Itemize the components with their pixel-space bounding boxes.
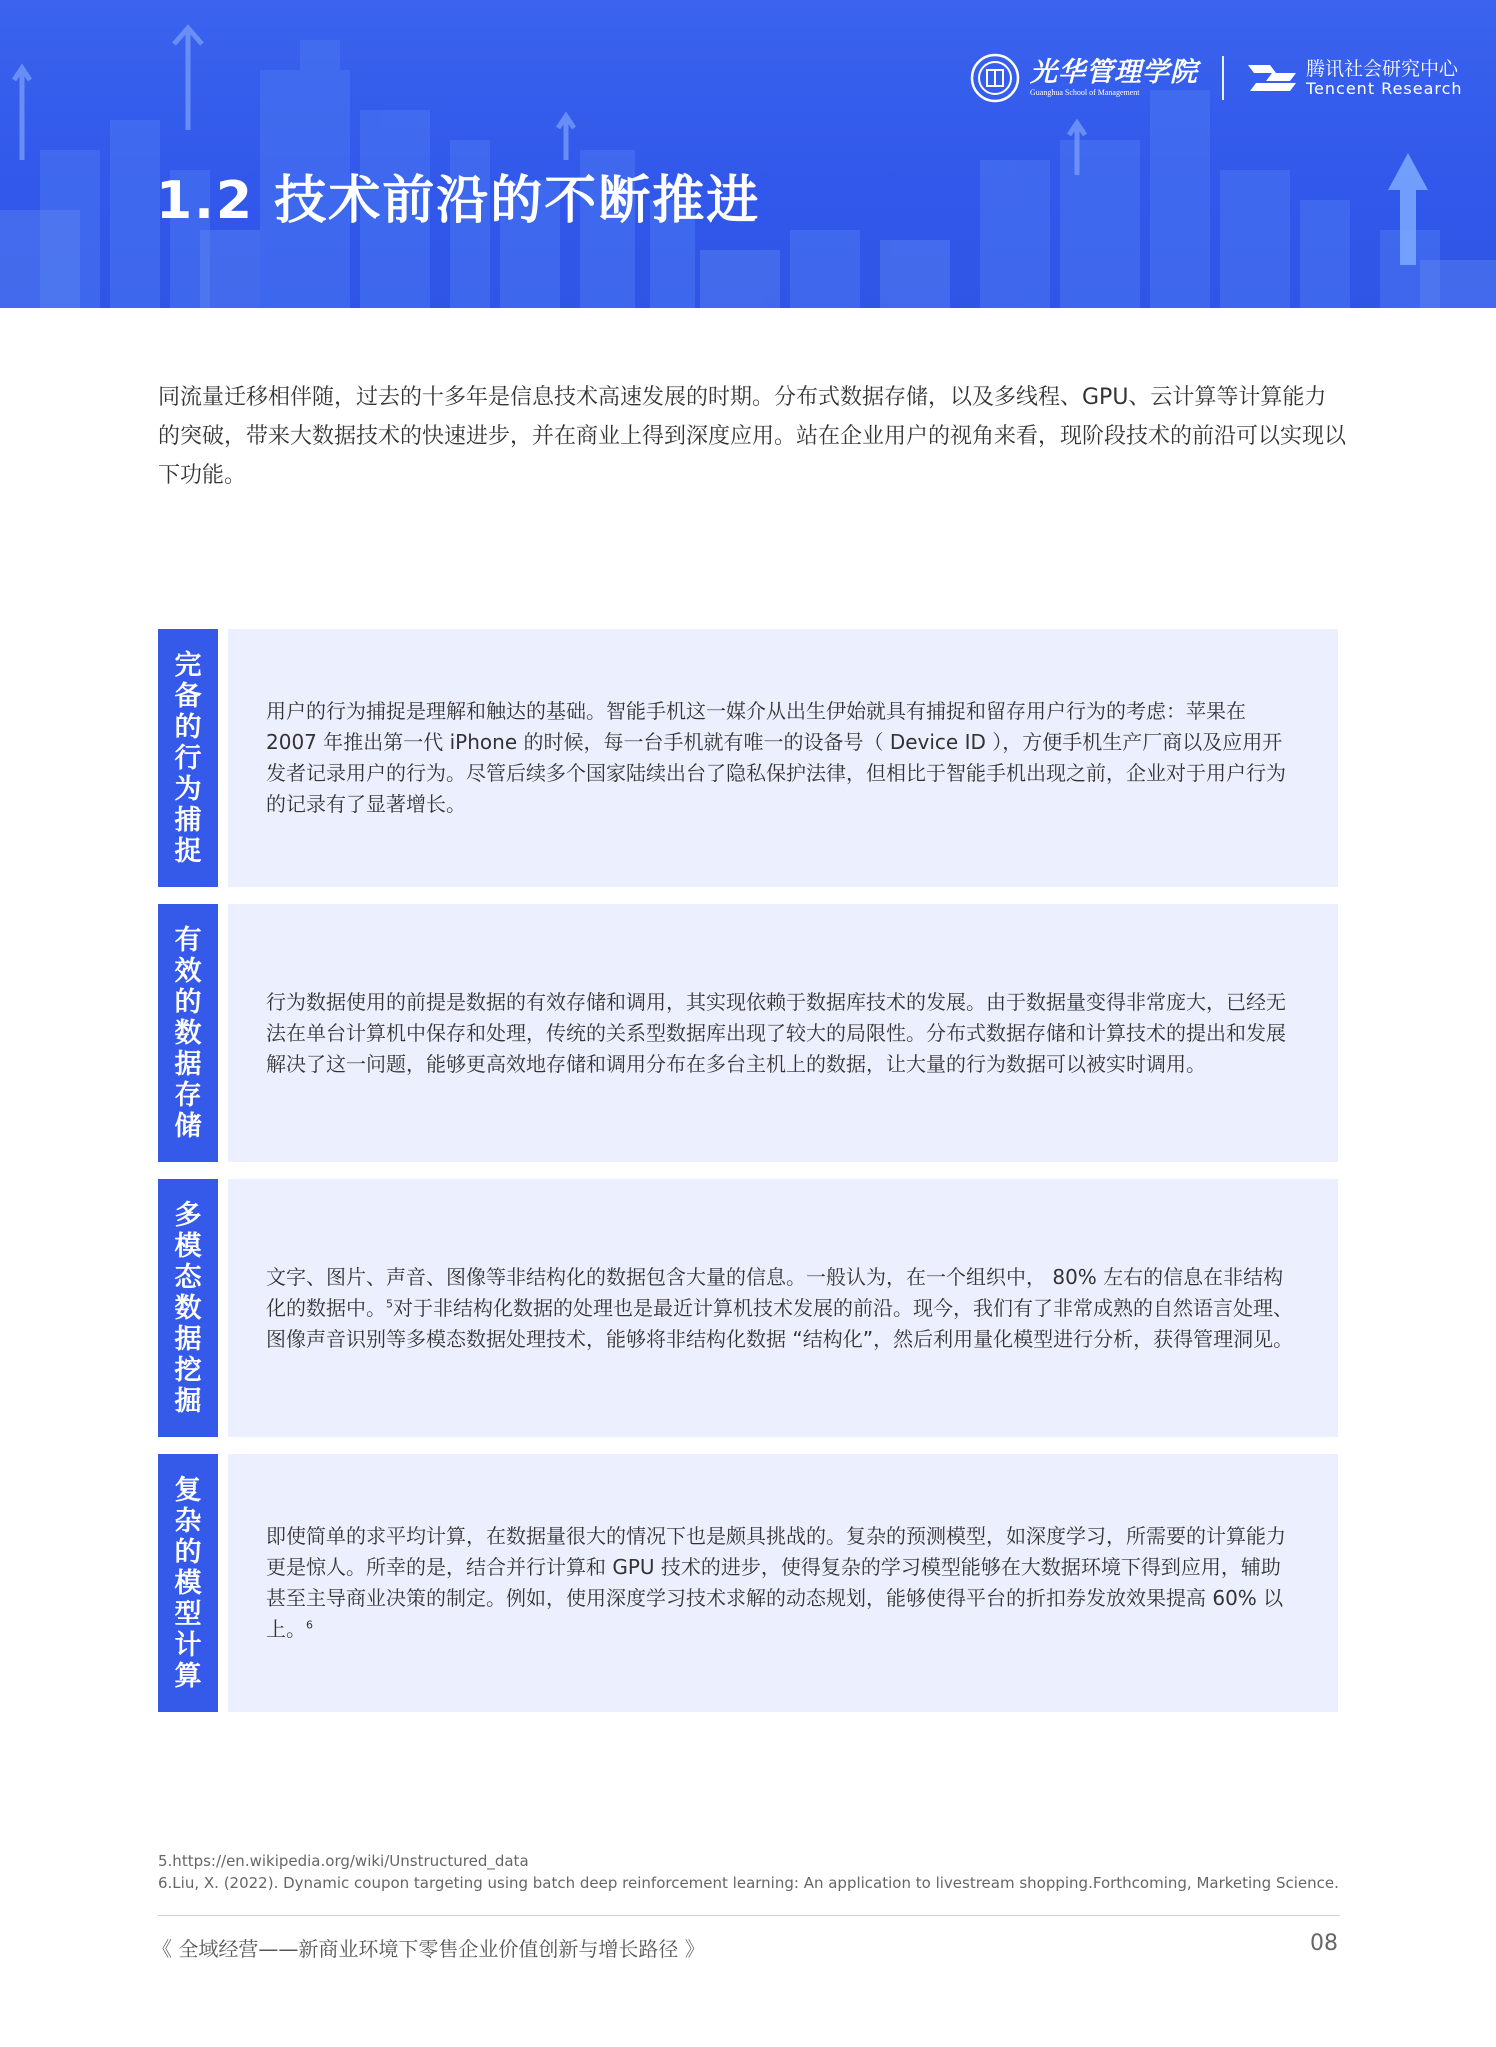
card-tag	[158, 1454, 218, 1712]
tag-char: 备	[174, 680, 202, 712]
pku-seal-icon	[970, 53, 1020, 103]
tag-char: 数	[174, 1017, 202, 1049]
card-body	[228, 1454, 1338, 1712]
footnote-ref: 6	[306, 1618, 313, 1632]
tag-char: 型	[174, 1598, 202, 1630]
tag-char: 捉	[174, 835, 202, 867]
card-body	[228, 629, 1338, 887]
feature-card-complex-model-computing	[158, 1454, 1338, 1712]
tag-char: 数	[174, 1292, 202, 1324]
footnote-ref: 5	[386, 1296, 393, 1310]
tag-char: 完	[174, 649, 202, 681]
tag-char: 存	[174, 1079, 202, 1111]
tag-char: 挖	[174, 1354, 202, 1386]
card-tag	[158, 629, 218, 887]
guanghua-logo-cn: 光华管理学院	[1030, 57, 1198, 88]
card-text-part: 即使简单的求平均计算，在数据量很大的情况下也是颇具挑战的。复杂的预测模型，如深度学习，所需要的计算能力更是惊人。所幸的是，结合并行计算和 GPU 技术的进步，使得复杂的学习模型能够在大数据环境下得到应用，辅助甚至主导商业决策的制定。例如，使用深度学习技术求解的动态规划，能够使得平台的折扣券发放效果提高 60% 以上。	[266, 1524, 1286, 1641]
tag-char: 捕	[174, 804, 202, 836]
tag-char: 有	[174, 924, 202, 956]
city-skyline-illustration	[0, 0, 1496, 308]
card-text: 行为数据使用的前提是数据的有效存储和调用，其实现依赖于数据库技术的发展。由于数据量变得非常庞大，已经无法在单台计算机中保存和处理，传统的关系型数据库出现了较大的局限性。分布式数据存储和计算技术的提出和发展解决了这一问题，能够更高效地存储和调用分布在多台主机上的数据，让大量的行为数据可以被实时调用。	[266, 989, 1286, 1076]
tag-char: 的	[174, 986, 202, 1018]
card-text-part: 对于非结构化数据的处理也是最近计算机技术发展的前沿。现今，我们有了非常成熟的自然语言处理、图像声音识别等多模态数据处理技术，能够将非结构化数据 “结构化”，然后利用量化模型进行分析，获得管理洞见。	[266, 1295, 1294, 1351]
tag-char: 复	[174, 1474, 202, 1506]
footer-divider	[158, 1915, 1340, 1916]
page-title: 1.2 技术前沿的不断推进	[156, 171, 761, 231]
logo-divider	[1222, 56, 1224, 100]
card-text	[266, 1521, 1300, 1645]
card-tag	[158, 904, 218, 1162]
tencent-research-logo	[1246, 58, 1463, 98]
intro-paragraph: 同流量迁移相伴随，过去的十多年是信息技术高速发展的时期。分布式数据存储，以及多线程、GPU、云计算等计算能力的突破，带来大数据技术的快速进步，并在商业上得到深度应用。站在企业用户的视角来看，现阶段技术的前沿可以实现以下功能。	[158, 385, 1347, 488]
card-text-part: 文字、图片、声音、图像等非结构化的数据包含大量的信息。一般认为，在一个组织中， 80% 左右的信息在非结构化的数据中。	[266, 1264, 1284, 1320]
card-text: 用户的行为捕捉是理解和触达的基础。智能手机这一媒介从出生伊始就具有捕捉和留存用户行为的考虑：苹果在 2007 年推出第一代 iPhone 的时候，每一台手机就有唯一的设备号（ Device ID ），方便手机生产厂商以及应用开发者记录用户的行为。尽管后续多个国家陆续出台了隐私保护法律，但相比于智能手机出现之前，企业对于用户行为的记录有了显著增长。	[266, 699, 1286, 816]
header-logos	[970, 50, 1463, 106]
tag-char: 模	[174, 1230, 202, 1262]
tag-char: 算	[174, 1660, 202, 1692]
tag-char: 行	[174, 742, 202, 774]
card-text	[266, 1262, 1300, 1355]
tag-char: 效	[174, 955, 202, 987]
tag-char: 杂	[174, 1505, 202, 1537]
footer-document-title: 《 全域经营——新商业环境下零售企业价值创新与增长路径 》	[152, 1937, 705, 1961]
guanghua-logo-en: Guanghua School of Management	[1030, 88, 1140, 97]
card-body	[228, 904, 1338, 1162]
footnotes	[158, 1850, 1358, 1894]
tencent-research-mark-icon	[1246, 61, 1298, 95]
tag-char: 储	[174, 1110, 202, 1142]
feature-card-data-storage	[158, 904, 1338, 1162]
card-tag	[158, 1179, 218, 1437]
tag-char: 据	[174, 1323, 202, 1355]
guanghua-logo	[970, 53, 1198, 103]
tag-char: 的	[174, 711, 202, 743]
feature-card-multimodal-mining	[158, 1179, 1338, 1437]
tag-char: 据	[174, 1048, 202, 1080]
tag-char: 态	[174, 1261, 202, 1293]
tag-char: 计	[174, 1629, 202, 1661]
feature-card-behavior-capture	[158, 629, 1338, 887]
tencent-research-en: Tencent Research	[1306, 79, 1463, 98]
card-body	[228, 1179, 1338, 1437]
tag-char: 的	[174, 1536, 202, 1568]
tag-char: 掘	[174, 1385, 202, 1417]
footnote-5: 5.https://en.wikipedia.org/wiki/Unstructured_data	[158, 1852, 529, 1870]
header-banner	[0, 0, 1496, 308]
footnote-6: 6.Liu, X. (2022). Dynamic coupon targeting using batch deep reinforcement learning: An application to livestream shopping.Forthcoming, Marketing Science.	[158, 1874, 1339, 1892]
page-number: 08	[1310, 1931, 1338, 1956]
tag-char: 多	[174, 1199, 202, 1231]
tag-char: 模	[174, 1567, 202, 1599]
tag-char: 为	[174, 773, 202, 805]
tencent-research-cn: 腾讯社会研究中心	[1306, 58, 1459, 80]
